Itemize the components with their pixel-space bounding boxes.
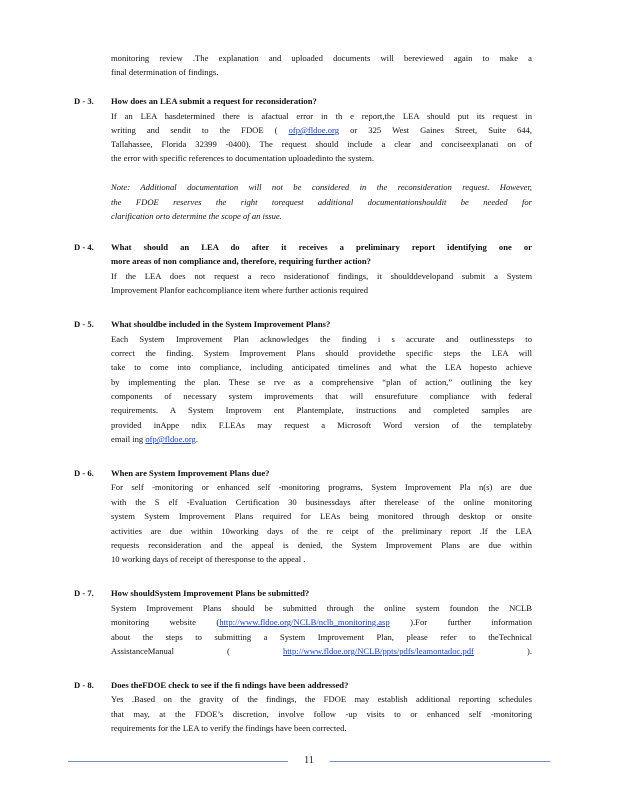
answer-d6-line-1: For self -monitoring or enhanced self -monitoring programs, System Improvement Pla n(s) are due	[111, 482, 532, 492]
intro-line-1: monitoring review .The explanation and uploaded documents will bereviewed again to make a	[111, 53, 532, 63]
note-d3-line-3: clarification orto determine the scope of an issue.	[111, 211, 282, 221]
answer-d3-line-3: Tallahassee, Florida 32399 -0400). The request should include a clear and conciseexplanati on of	[111, 139, 532, 149]
answer-d5-line-2: correct the finding. System Improvement Plans should providethe specific steps the LEA will	[111, 348, 532, 358]
question-d6: When are System Improvement Plans due?	[111, 468, 270, 478]
footer-rule-left	[68, 761, 288, 762]
email-link[interactable]: ofp@fldoe.org	[145, 434, 196, 444]
question-d5: What shouldbe included in the System Improvement Plans?	[111, 319, 331, 329]
question-label-d4: D - 4.	[74, 242, 94, 252]
answer-d7-line-1: System Improvement Plans should be submitted through the online system foundon the NCLB	[111, 603, 532, 613]
answer-d6-line-3: system System Improvement Plans required for LEAs being monitored through desktop or onsite	[111, 511, 532, 521]
question-label-d6: D - 6.	[74, 468, 94, 478]
note-d3-line-1: Note: Additional documentation will not be considered in the reconsideration request. However,	[111, 182, 532, 192]
question-d4-line-1: What should an LEA do after it receives a preliminary report identifying one or	[111, 242, 532, 252]
email-link[interactable]: ofp@fldoe.org	[288, 125, 340, 135]
question-label-d3: D - 3.	[74, 96, 94, 106]
answer-d8-line-2: that may, at the FDOE’s discretion, involve follow -up visits to or enhanced self -monitoring	[111, 709, 532, 719]
answer-d5-line-8: email ing ofp@fldoe.org.	[111, 434, 199, 444]
answer-d6-line-6: 10 working days of receipt of theresponse to the appeal .	[111, 554, 306, 564]
answer-d7-line-2: monitoring website (http://www.fldoe.org/NCLB/nclb_monitoring.asp ).For further information	[111, 617, 532, 627]
question-d4-line-2: more areas of non compliance and, therefore, requiring further action?	[111, 256, 371, 266]
question-d3: How does an LEA submit a request for reconsideration?	[111, 96, 317, 106]
answer-d5-line-1: Each System Improvement Plan acknowledges the finding i s accurate and outlinessteps to	[111, 334, 532, 344]
answer-d5-line-3: take to come into compliance, including anticipated timelines and what the LEA hopesto achieve	[111, 362, 532, 372]
question-d8: Does theFDOE check to see if the fi ndings have been addressed?	[111, 680, 349, 690]
answer-d4-line-1: If the LEA does not request a reco nsiderationof findings, it shoulddevelopand submit a System	[111, 271, 532, 281]
nclb-monitoring-link[interactable]: http://www.fldoe.org/NCLB/nclb_monitoring.asp	[219, 617, 390, 627]
answer-d3-line-2: writing and sendit to the FDOE ( ofp@fldoe.org or 325 West Gaines Street, Suite 644,	[111, 125, 532, 135]
question-label-d5: D - 5.	[74, 319, 94, 329]
answer-d6-line-2: with the S elf -Evaluation Certification 30 businessdays after therelease of the online monitoring	[111, 497, 532, 507]
answer-d5-line-6: requirements. A System Improvem ent Plantemplate, instructions and completed samples are	[111, 405, 532, 415]
answer-d5-line-4: by implementing the plan. These se rve as a comprehensive “plan of action,” outlining the key	[111, 377, 532, 387]
page-number: 11	[304, 755, 314, 766]
answer-d5-line-7: provided inAppe ndix F.LEAs may request a Microsoft Word version of the templateby	[111, 420, 532, 430]
note-d3-line-2: the FDOE reserves the right torequest additional documentationshouldit be needed for	[111, 197, 532, 207]
answer-d6-line-4: activities are due within 10working days of the re ceipt of the preliminary report .If the LEA	[111, 526, 532, 536]
answer-d8-line-1: Yes .Based on the gravity of the findings, the FDOE may establish additional reporting schedules	[111, 694, 532, 704]
answer-d8-line-3: requirements for the LEA to verify the findings have been corrected.	[111, 723, 347, 733]
answer-d4-line-2: Improvement Planfor eachcompliance item where further actionis required	[111, 285, 368, 295]
answer-d5-line-5: components of necessary system improvements that will ensurefuture compliance with federal	[111, 391, 532, 401]
footer-rule-right	[330, 761, 550, 762]
technical-manual-link[interactable]: http://www.fldoe.org/NCLB/ppts/pdfs/leamontadoc.pdf	[282, 646, 474, 656]
question-label-d7: D - 7.	[74, 588, 94, 598]
answer-d7-line-4: AssistanceManual ( http://www.fldoe.org/NCLB/ppts/pdfs/leamontadoc.pdf ).	[111, 646, 532, 656]
question-d7: How shouldSystem Improvement Plans be submitted?	[111, 588, 310, 598]
question-label-d8: D - 8.	[74, 680, 94, 690]
answer-d3-line-4: the error with specific references to documentation uploadedinto the system.	[111, 153, 374, 163]
answer-d6-line-5: requests reconsideration and the appeal is denied, the System Improvement Plans are due within	[111, 540, 532, 550]
answer-d3-line-1: If an LEA hasdetermined there is afactual error in th e report,the LEA should put its request in	[111, 111, 532, 121]
answer-d7-line-3: about the steps to submitting a System Improvement Plan, please refer to theTechnical	[111, 632, 532, 642]
intro-line-2: final determination of findings.	[111, 67, 219, 77]
